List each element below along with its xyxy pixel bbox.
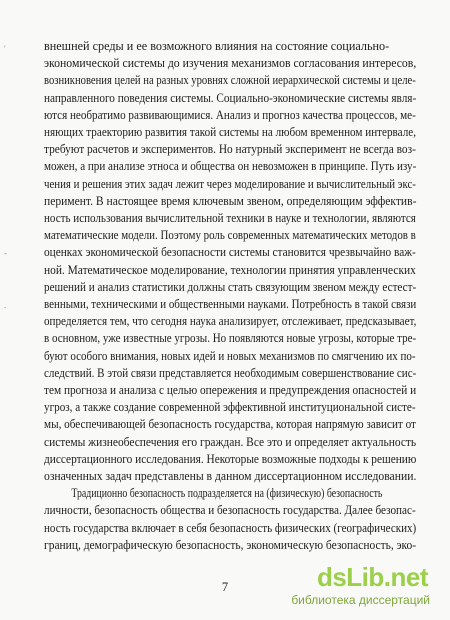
text-line: чения и решения этих задач лежит через моделирование и вычислительный экс-	[44, 176, 416, 191]
text-line: возникновения целей на разных уровнях сложной иерархической системы и целе-	[44, 73, 416, 88]
scan-edge-mark: -	[4, 248, 7, 258]
text-line: требуют расчетов и экспериментов. Но натурный эксперимент не всегда воз-	[44, 142, 416, 157]
text-line: диссертационного исследования. Некоторые возможные подходы к решению	[44, 451, 417, 466]
scan-edge-mark: .	[4, 300, 7, 310]
text-line: Традиционно безопасность подразделяется на (физическую) безопасность	[71, 486, 383, 501]
text-line: ность государства включает в себя безопасность физических (географических)	[44, 520, 417, 535]
text-line: внешней среды и ее возможного влияния на состояние социально-	[44, 39, 390, 53]
text-line: венными, техническими и общественными науками. Потребность в такой связи	[44, 297, 417, 312]
text-line: буют особого внимания, новых идей и новых механизмов по смягчению их по-	[44, 348, 416, 363]
body-text	[44, 38, 416, 554]
text-line: угроз, а также создание современной эффективной институциональной систе-	[44, 400, 416, 415]
text-line: няющих траекторию развития такой системы на любом временном интервале,	[44, 125, 416, 140]
text-line: ность использования вычислительной техники в науке и технологии, являются	[44, 211, 416, 226]
text-line: определяется тем, что сегодня наука анализирует, отслеживает, предсказывает,	[44, 314, 417, 329]
text-line: тем прогноза и анализа с целью опережения и предупреждения опасностей и	[44, 383, 417, 398]
text-line: перимент. В настоящее время ключевым звеном, определяющим эффектив-	[44, 193, 417, 208]
text-line: ются необратимо развивающимися. Анализ и прогноз качества процессов, ме-	[44, 107, 416, 122]
text-line: ной. Математическое моделирование, технологии принятия управленческих	[44, 262, 416, 277]
watermark-subtitle: библиотека диссертаций	[291, 593, 430, 607]
text-line: математические модели. Поэтому роль современных математических методов в	[44, 228, 416, 243]
text-line: означенных задач представлены в данном диссертационном исследовании.	[44, 469, 417, 484]
text-line: направленного поведения системы. Социально-экономические системы явля-	[44, 90, 417, 105]
text-line: в основном, уже известные угрозы. Но появляются новые угрозы, которые тре-	[44, 331, 417, 346]
text-line: решений и анализ статистики должны стать связующим звеном между естест-	[44, 279, 417, 294]
text-line: оценках экономической безопасности системы становится чрезвычайно важ-	[44, 245, 416, 260]
text-line: экономической системы до изучения механизмов согласования интересов,	[44, 56, 417, 71]
text-line: можен, а при анализе этноса и общества он невозможен в принципе. Путь изу-	[44, 159, 417, 174]
watermark[interactable]	[266, 562, 436, 614]
text-line: следствий. В этой связи представляется необходимым совершенствование сис-	[44, 365, 417, 380]
text-line: мы, обеспечивающей безопасность государства, которая напрямую зависит от	[44, 417, 416, 432]
page-number: 7	[221, 580, 229, 594]
text-line: системы жизнеобеспечения его граждан. Все это и определяет актуальность	[44, 434, 417, 449]
text-line: личности, безопасность общества и безопасность государства. Далее безопас-	[44, 503, 416, 518]
scan-edge-mark: '	[4, 44, 6, 54]
text-line: границ, демографическую безопасность, экономическую безопасность, эко-	[44, 537, 417, 552]
watermark-logo: dsLib.net	[316, 562, 428, 592]
